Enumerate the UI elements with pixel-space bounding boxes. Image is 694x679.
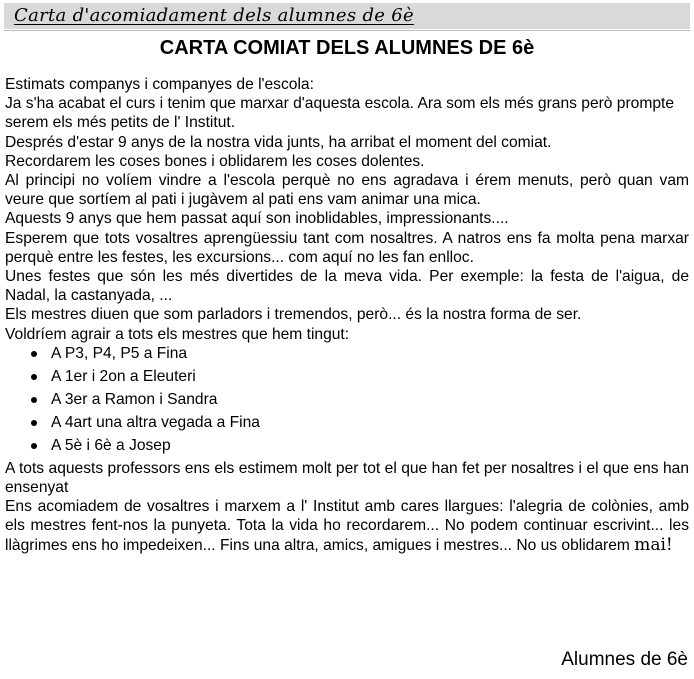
page-title: CARTA COMIAT DELS ALUMNES DE 6è [159, 37, 535, 59]
closing-text: Ens acomiadem de vosaltres i marxem a l' Institut amb cares llargues: l'alegria de colònies, amb els mestres fent-nos la punyeta. Tota la vida ho recordarem... No podem continuar escrivint... les llàgrimes ens ho impedeixen... Fins una altra, amics, amigues i mestres... No us oblidarem [5, 498, 689, 554]
paragraph: Ja s'ha acabat el curs i tenim que marxar d'aquesta escola. Ara som els més grans però prompte serem els més petits de l' Institut. [5, 95, 675, 132]
list-item: A P3, P4, P5 a Fina [51, 344, 689, 363]
paragraph: Després d'estar 9 anys de la nostra vida junts, ha arribat el moment del comiat. [5, 133, 552, 151]
paragraph: Recordarem les coses bones i oblidarem les coses dolentes. [5, 152, 425, 170]
signature: Alumnes de 6è [561, 649, 688, 670]
teacher-list [5, 344, 689, 455]
letter-body [5, 75, 689, 555]
paragraph: Al principi no volíem vindre a l'escola perquè no ens agradava i érem menuts, però quan vam veure que sortíem al pati i jugàvem al pati ens vam animar una mica. [5, 172, 689, 209]
greeting: Estimats companys i companyes de l'escola: [5, 76, 314, 93]
paragraph: A tots aquests professors ens els estimem molt per tot el que han fet per nosaltres i el que ens han ensenyat [5, 459, 689, 497]
list-item: A 5è i 6è a Josep [51, 436, 689, 455]
document-header-bar [4, 3, 690, 30]
list-item: A 4art una altra vegada a Fina [51, 413, 689, 432]
paragraph: Els mestres diuen que som parladors i tremendos, però... és la nostra forma de ser. [5, 306, 582, 324]
closing-paragraph [5, 497, 689, 555]
header-divider [4, 30, 690, 31]
paragraph: Esperem que tots vosaltres aprengüessiu tant com nosaltres. A natros ens fa molta pena marxar perquè entre les festes, les excursions... com aquí no les fan enlloc. [5, 229, 689, 266]
list-item: A 1er i 2on a Eleuteri [51, 367, 689, 386]
paragraph: Voldríem agrair a tots els mestres que hem tingut: [5, 325, 350, 343]
closing-last-word: mai! [634, 534, 673, 555]
document-header-label: Carta d'acomiadament dels alumnes de 6è [14, 5, 414, 26]
paragraph: Aquests 9 anys que hem passat aquí son inoblidables, impressionants.... [5, 210, 509, 228]
paragraph: Unes festes que són les més divertides de la meva vida. Per exemple: la festa de l'aigua, de Nadal, la castanyada, ... [5, 268, 689, 305]
list-item: A 3er a Ramon i Sandra [51, 390, 689, 409]
